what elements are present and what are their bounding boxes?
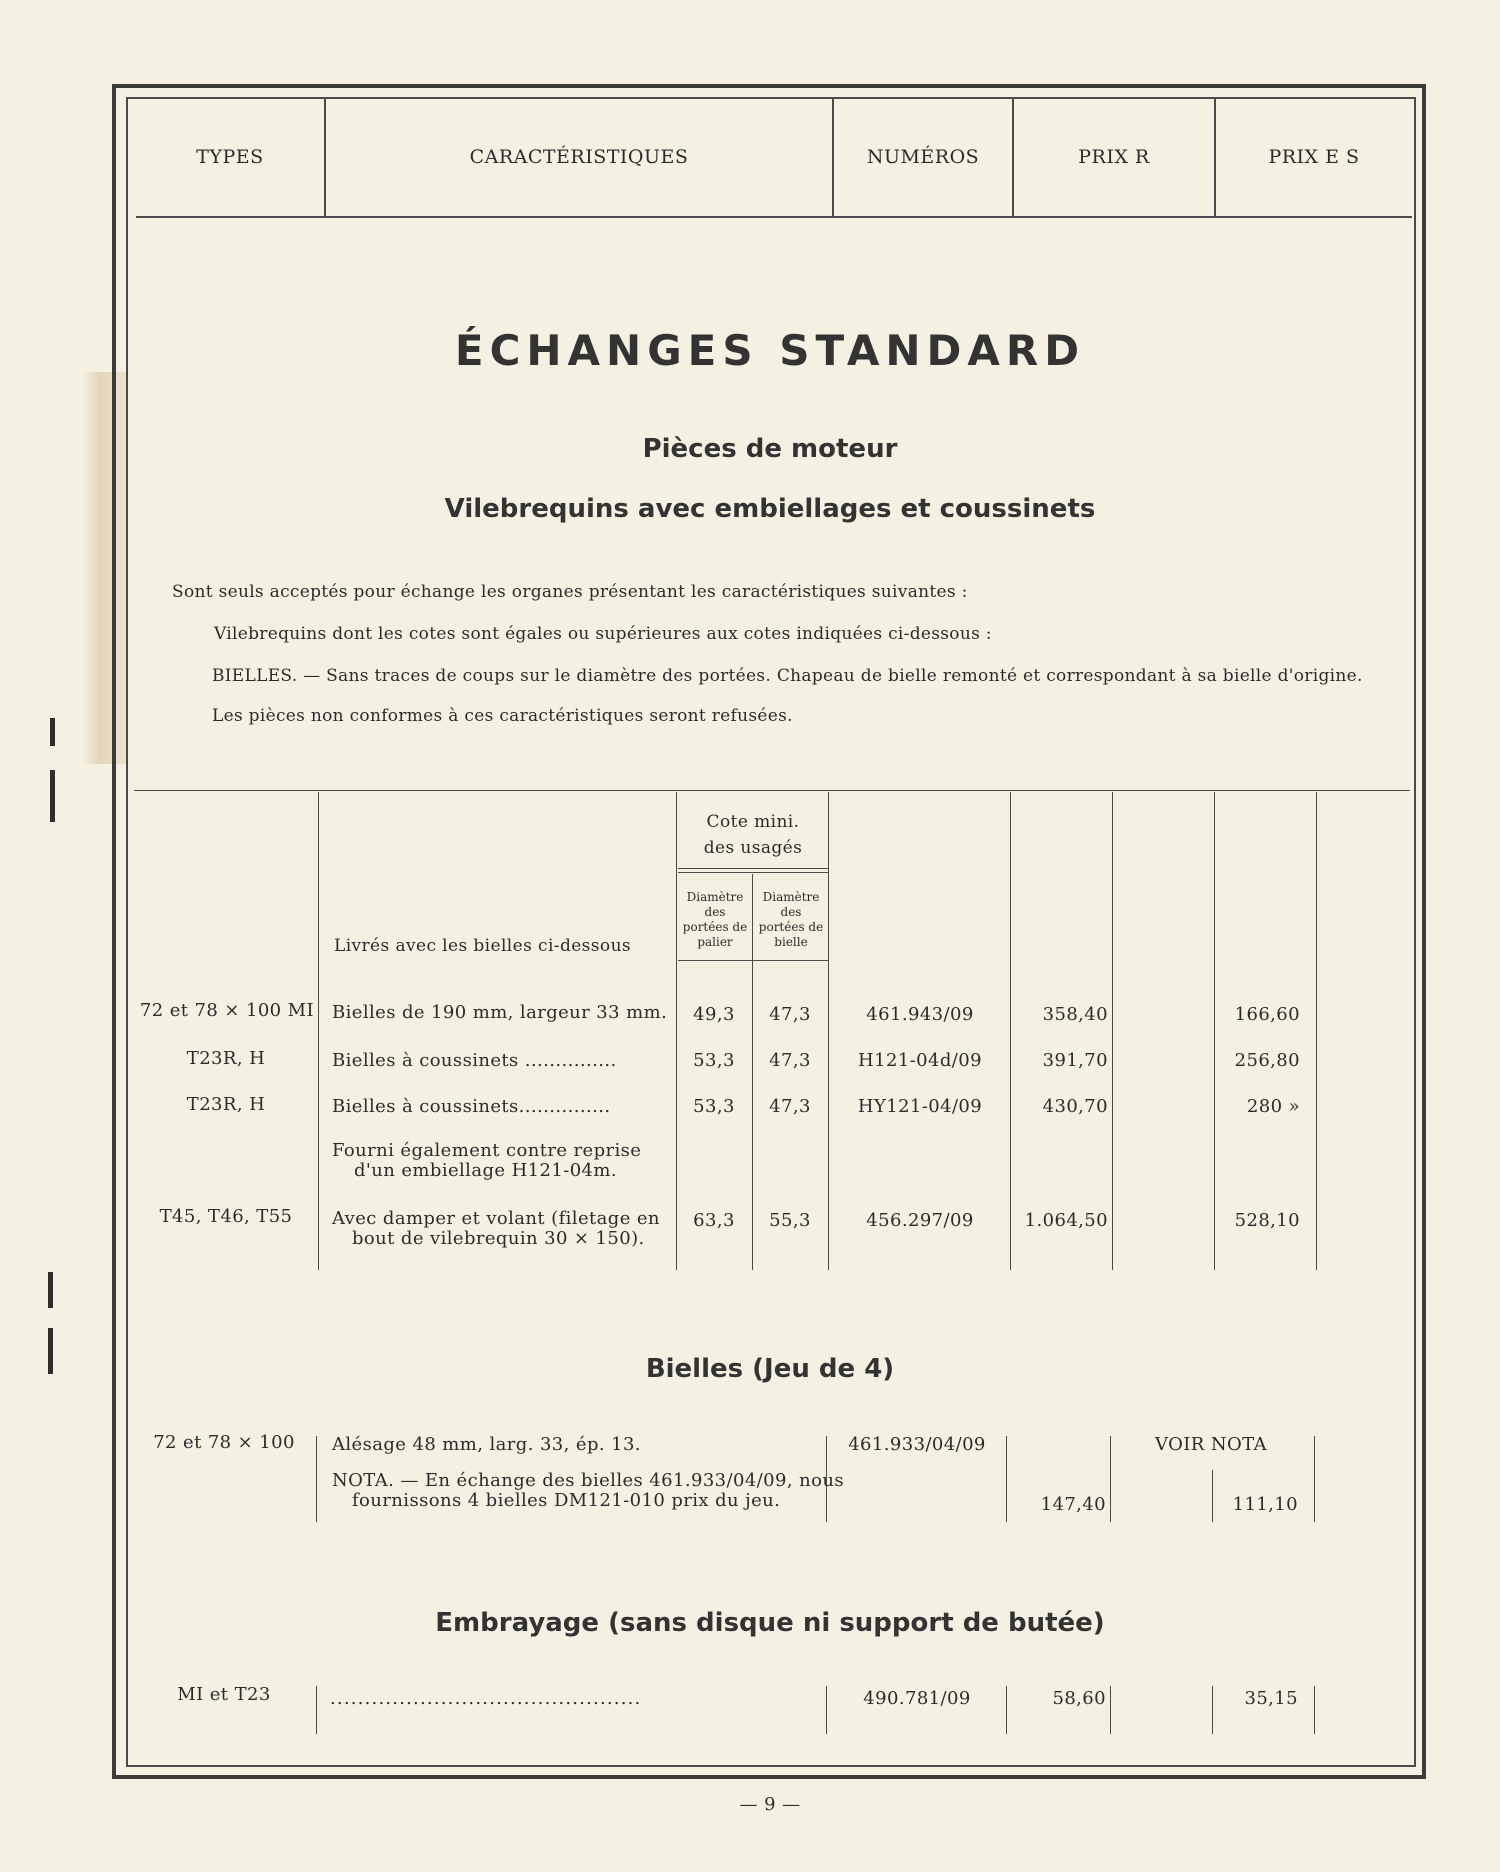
row-prix-es: 280 » xyxy=(1246,1096,1300,1117)
cote-rule xyxy=(678,960,828,961)
row-prix-r: 430,70 xyxy=(1042,1096,1108,1117)
row-desc: Avec damper et volant (filetage en xyxy=(332,1208,660,1229)
row-palier: 53,3 xyxy=(693,1050,735,1071)
row-desc: Bielles de 190 mm, largeur 33 mm. xyxy=(332,1002,668,1023)
table-col-line xyxy=(1316,792,1317,1270)
intro-line: Vilebrequins dont les cotes sont égales ou supérieures aux cotes indiquées ci-dessous : xyxy=(214,624,992,644)
binding-mark xyxy=(50,718,55,746)
section-heading-embrayage: Embrayage (sans disque ni support de butée) xyxy=(435,1608,1105,1638)
subtitle-pieces-moteur: Pièces de moteur xyxy=(642,434,898,464)
row-numero: HY121-04/09 xyxy=(857,1096,983,1117)
row-type: T45, T46, T55 xyxy=(159,1206,293,1227)
embrayage-type: MI et T23 xyxy=(177,1684,271,1705)
row-desc: Fourni également contre reprise xyxy=(332,1140,642,1161)
row-prix-es: 256,80 xyxy=(1234,1050,1300,1071)
embrayage-numero: 490.781/09 xyxy=(863,1688,971,1709)
table-col-line xyxy=(752,874,753,1270)
bielles-type: 72 et 78 × 100 xyxy=(153,1432,295,1453)
table-col-line xyxy=(318,792,319,1270)
section-heading-bielles: Bielles (Jeu de 4) xyxy=(645,1354,895,1384)
embrayage-col-line xyxy=(1212,1686,1213,1734)
col-bielle-header: Diamètre des portées de bielle xyxy=(758,890,824,949)
embrayage-col-line xyxy=(1110,1686,1111,1734)
row-bielle: 47,3 xyxy=(769,1004,811,1025)
col-palier-header: Diamètre des portées de palier xyxy=(682,890,748,949)
cote-header: Cote mini. xyxy=(706,812,800,832)
row-desc-cont: bout de vilebrequin 30 × 150). xyxy=(352,1228,645,1249)
embrayage-prix-r: 58,60 xyxy=(1052,1688,1106,1709)
bielles-prix-r: 147,40 xyxy=(1040,1494,1106,1515)
cote-rule xyxy=(678,872,828,873)
embrayage-col-line xyxy=(316,1686,317,1734)
embrayage-col-line xyxy=(826,1686,827,1734)
row-palier: 49,3 xyxy=(693,1004,735,1025)
row-palier: 53,3 xyxy=(693,1096,735,1117)
bielles-col-line xyxy=(1314,1436,1315,1522)
row-prix-r: 358,40 xyxy=(1042,1004,1108,1025)
bielles-col-line xyxy=(1212,1470,1213,1522)
cote-header: des usagés xyxy=(703,838,803,858)
header-numeros: NUMÉROS xyxy=(866,146,980,168)
row-numero: 461.943/09 xyxy=(866,1004,974,1025)
row-prix-r: 1.064,50 xyxy=(1024,1210,1108,1231)
embrayage-col-line xyxy=(1314,1686,1315,1734)
row-type: T23R, H xyxy=(186,1048,266,1069)
bielles-nota-cont: fournissons 4 bielles DM121-010 prix du jeu. xyxy=(352,1490,781,1511)
row-palier: 63,3 xyxy=(693,1210,735,1231)
bielles-desc: Alésage 48 mm, larg. 33, ép. 13. xyxy=(332,1434,641,1455)
row-prix-r: 391,70 xyxy=(1042,1050,1108,1071)
bielles-numero: 461.933/04/09 xyxy=(848,1434,986,1455)
table-top-rule xyxy=(134,790,1410,791)
header-prix-es: PRIX E S xyxy=(1268,146,1360,168)
livres-header: Livrés avec les bielles ci-dessous xyxy=(334,936,632,956)
binding-mark xyxy=(48,1272,53,1308)
bielles-nota: NOTA. — En échange des bielles 461.933/04/09, nous xyxy=(332,1470,844,1491)
cote-rule xyxy=(678,868,828,869)
intro-line: Les pièces non conformes à ces caractéristiques seront refusées. xyxy=(212,706,793,726)
row-bielle: 47,3 xyxy=(769,1096,811,1117)
subtitle-vilebrequins: Vilebrequins avec embiellages et coussinets xyxy=(444,494,1096,524)
bielles-prix-es: 111,10 xyxy=(1232,1494,1298,1515)
table-col-line xyxy=(1010,792,1011,1270)
header-types: TYPES xyxy=(196,146,264,168)
bielles-voir-nota: VOIR NOTA xyxy=(1155,1434,1267,1455)
binding-mark xyxy=(50,770,55,822)
table-col-line xyxy=(1214,792,1215,1270)
embrayage-prix-es: 35,15 xyxy=(1244,1688,1298,1709)
row-prix-es: 528,10 xyxy=(1234,1210,1300,1231)
row-type: T23R, H xyxy=(186,1094,266,1115)
row-desc: Bielles à coussinets ............... xyxy=(332,1050,617,1071)
row-numero: H121-04d/09 xyxy=(858,1050,982,1071)
intro-line: BIELLES. — Sans traces de coups sur le diamètre des portées. Chapeau de bielle remonté et correspondant à sa bielle d'origine. xyxy=(212,666,1363,686)
intro-line: Sont seuls acceptés pour échange les organes présentant les caractéristiques suivantes : xyxy=(172,582,968,602)
table-col-line xyxy=(1112,792,1113,1270)
row-bielle: 47,3 xyxy=(769,1050,811,1071)
table-col-line xyxy=(828,792,829,1270)
row-bielle: 55,3 xyxy=(769,1210,811,1231)
bielles-col-line xyxy=(1006,1436,1007,1522)
bielles-col-line xyxy=(316,1436,317,1522)
page-title: ÉCHANGES STANDARD xyxy=(454,326,1086,375)
header-prix-r: PRIX R xyxy=(1078,146,1150,168)
row-desc-cont: d'un embiellage H121-04m. xyxy=(354,1160,618,1181)
row-desc: Bielles à coussinets............... xyxy=(332,1096,611,1117)
embrayage-dots: ............................................. xyxy=(330,1688,642,1709)
header-divider xyxy=(136,216,1412,218)
row-type: 72 et 78 × 100 MI xyxy=(139,1000,314,1021)
table-col-line xyxy=(676,792,677,1270)
bielles-col-line xyxy=(1110,1436,1111,1522)
page-number: — 9 — xyxy=(739,1794,801,1815)
row-numero: 456.297/09 xyxy=(866,1210,974,1231)
header-caracteristiques: CARACTÉRISTIQUES xyxy=(469,146,689,168)
row-prix-es: 166,60 xyxy=(1234,1004,1300,1025)
embrayage-col-line xyxy=(1006,1686,1007,1734)
